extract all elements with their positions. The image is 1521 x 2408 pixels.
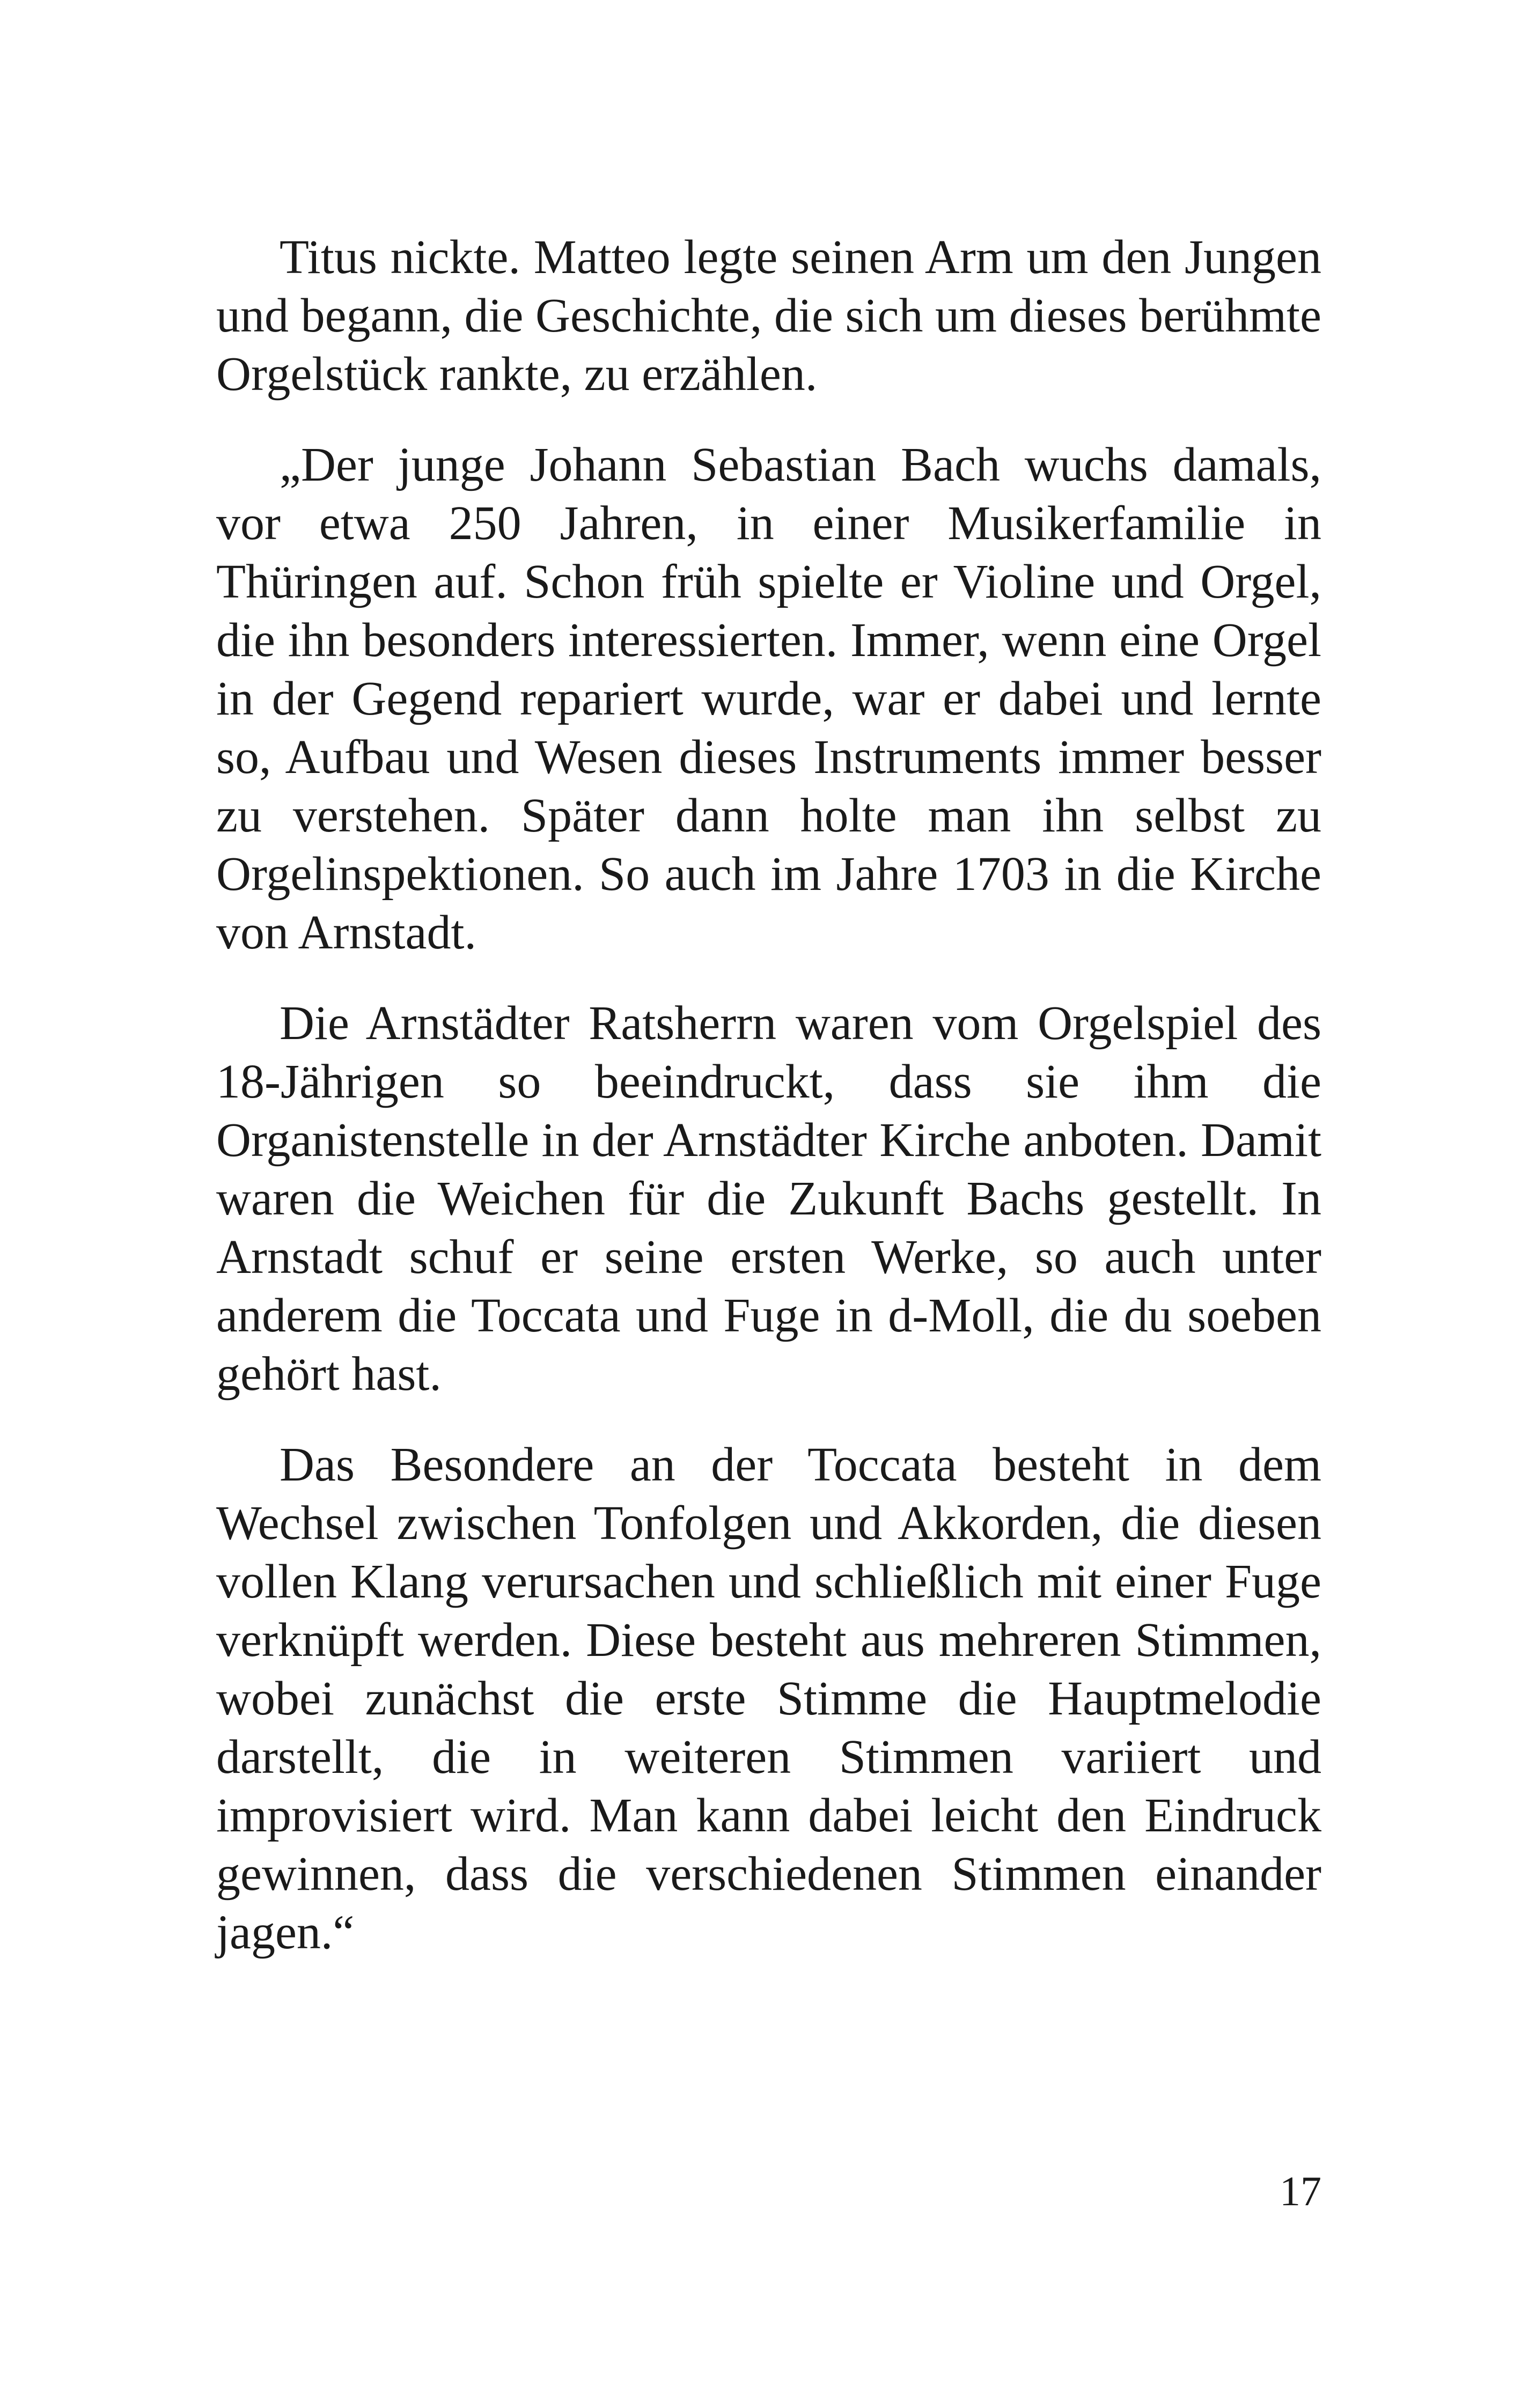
- paragraph-1: Titus nickte. Matteo legte seinen Arm um den Jungen und begann, die Geschichte, die sich um dieses berühmte Orgelstück rankte, zu erzählen.: [216, 231, 1321, 401]
- body-text: [216, 228, 1321, 1994]
- paragraph-2: „Der junge Johann Sebastian Bach wuchs damals, vor etwa 250 Jahren, in einer Musikerfamilie in Thüringen auf. Schon früh spielte er Violine und Orgel, die ihn besonders interessierten. Immer, wenn eine Orgel in der Gegend repariert wurde, war er dabei und lernte so, Aufbau und Wesen dieses Instruments immer besser zu verstehen. Später dann holte man ihn selbst zu Orgelinspektionen. So auch im Jahre 1703 in die Kirche von Arnstadt.: [216, 438, 1321, 959]
- paragraph-3: Die Arnstädter Ratsherrn waren vom Orgelspiel des 18-Jährigen so beeindruckt, dass sie ihm die Organistenstelle in der Arnstädter Kirche anboten. Damit waren die Weichen für die Zukunft Bachs gestellt. In Arnstadt schuf er seine ersten Werke, so auch unter anderem die Toccata und Fuge in d-Moll, die du soeben gehört hast.: [216, 997, 1321, 1401]
- page-number: 17: [1280, 2168, 1321, 2214]
- paragraph-4: Das Besondere an der Toccata besteht in dem Wechsel zwischen Tonfolgen und Akkorden, die diesen vollen Klang verursachen und schließlich mit einer Fuge verknüpft werden. Diese besteht aus mehreren Stimmen, wobei zunächst die erste Stimme die Hauptmelodie darstellt, die in weiteren Stimmen variiert und improvisiert wird. Man kann dabei leicht den Eindruck gewinnen, dass die verschiedenen Stimmen einander jagen.“: [216, 1438, 1321, 1959]
